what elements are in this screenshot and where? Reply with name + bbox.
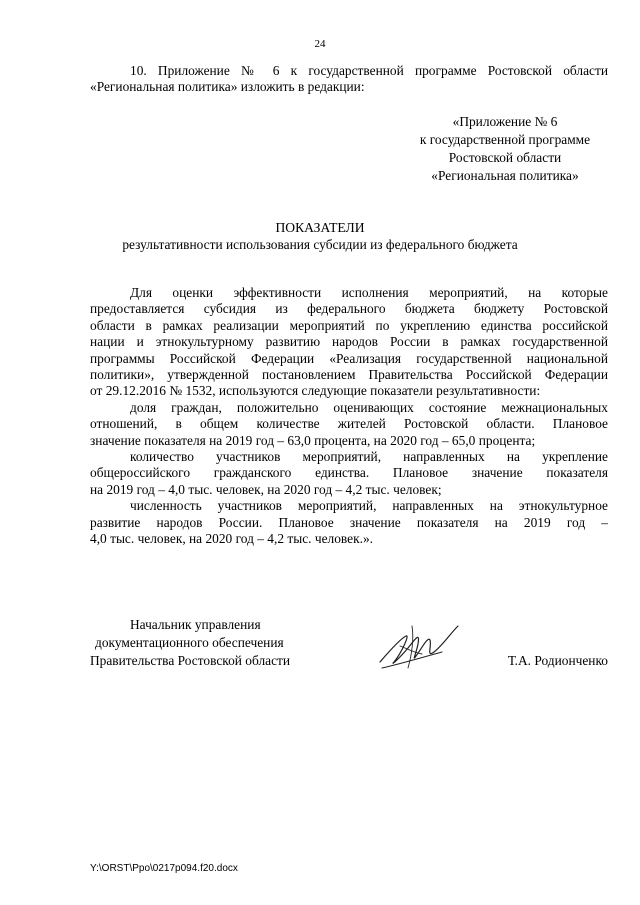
paragraph-line: численность участников мероприятий, направленных на этнокультурное (130, 498, 608, 514)
paragraph-line: доля граждан, положительно оценивающих состояние межнациональных (130, 399, 608, 415)
paragraph-line: 4,0 тыс. человек, на 2020 год – 4,2 тыс. человек.». (90, 531, 373, 547)
signatory-position-line-3: Правительства Ростовской области (90, 653, 291, 668)
appendix-line-3: Ростовской области (448, 150, 562, 165)
page-number: 24 (314, 38, 326, 50)
paragraph-line: отношений, в общем количестве жителей Ростовской области. Плановое (90, 416, 608, 432)
paragraph-line: Для оценки эффективности исполнения мероприятий, на которые (130, 285, 608, 300)
paragraph-line: количество участников мероприятий, направленных на укрепление (130, 449, 608, 465)
file-path-footer: Y:\ORST\Ppo\0217p094.f20.docx (90, 863, 238, 874)
paragraph-line: от 29.12.2016 № 1532, используются следующие показатели результативности: (90, 383, 541, 399)
paragraph-line: нации и этнокультурному развитию народов России в рамках государственной (90, 334, 608, 350)
paragraph-line: общероссийского гражданского единства. Плановое значение показателя (90, 465, 608, 481)
paragraph-line: развитие народов России. Плановое значение показателя на 2019 год – (90, 514, 608, 530)
document-title: ПОКАЗАТЕЛИ (275, 220, 365, 235)
document-subtitle: результативности использования субсидии из федерального бюджета (122, 237, 518, 252)
handwritten-signature (372, 618, 462, 678)
appendix-line-1: «Приложение № 6 (452, 114, 558, 129)
intro-line-2: «Региональная политика» изложить в редакции: (90, 79, 365, 94)
appendix-line-2: к государственной программе (419, 132, 591, 147)
signatory-position-line-2: документационного обеспечения (95, 635, 284, 650)
paragraph-line: значение показателя на 2019 год – 63,0 процента, на 2020 год – 65,0 процента; (90, 432, 536, 448)
paragraph-line: предоставляется субсидия из федерального бюджета бюджету Ростовской (90, 301, 608, 317)
signatory-position-line-1: Начальник управления (130, 617, 261, 632)
paragraph-intro (90, 285, 608, 548)
paragraph-line: на 2019 год – 4,0 тыс. человек, на 2020 год – 4,2 тыс. человек; (90, 481, 442, 497)
intro-line-1: 10. Приложение № 6 к государственной программе Ростовской области (130, 63, 608, 78)
appendix-reference (402, 113, 608, 185)
paragraph-line: политики», утвержденной постановлением Правительства Российской Федерации (90, 367, 608, 383)
appendix-line-4: «Региональная политика» (431, 168, 579, 183)
signatory-name: Т.А. Родионченко (507, 653, 608, 668)
paragraph-line: области в рамках реализации мероприятий по укреплению единства российской (90, 317, 608, 333)
paragraph-line: программы Российской Федерации «Реализация государственной национальной (90, 350, 608, 366)
